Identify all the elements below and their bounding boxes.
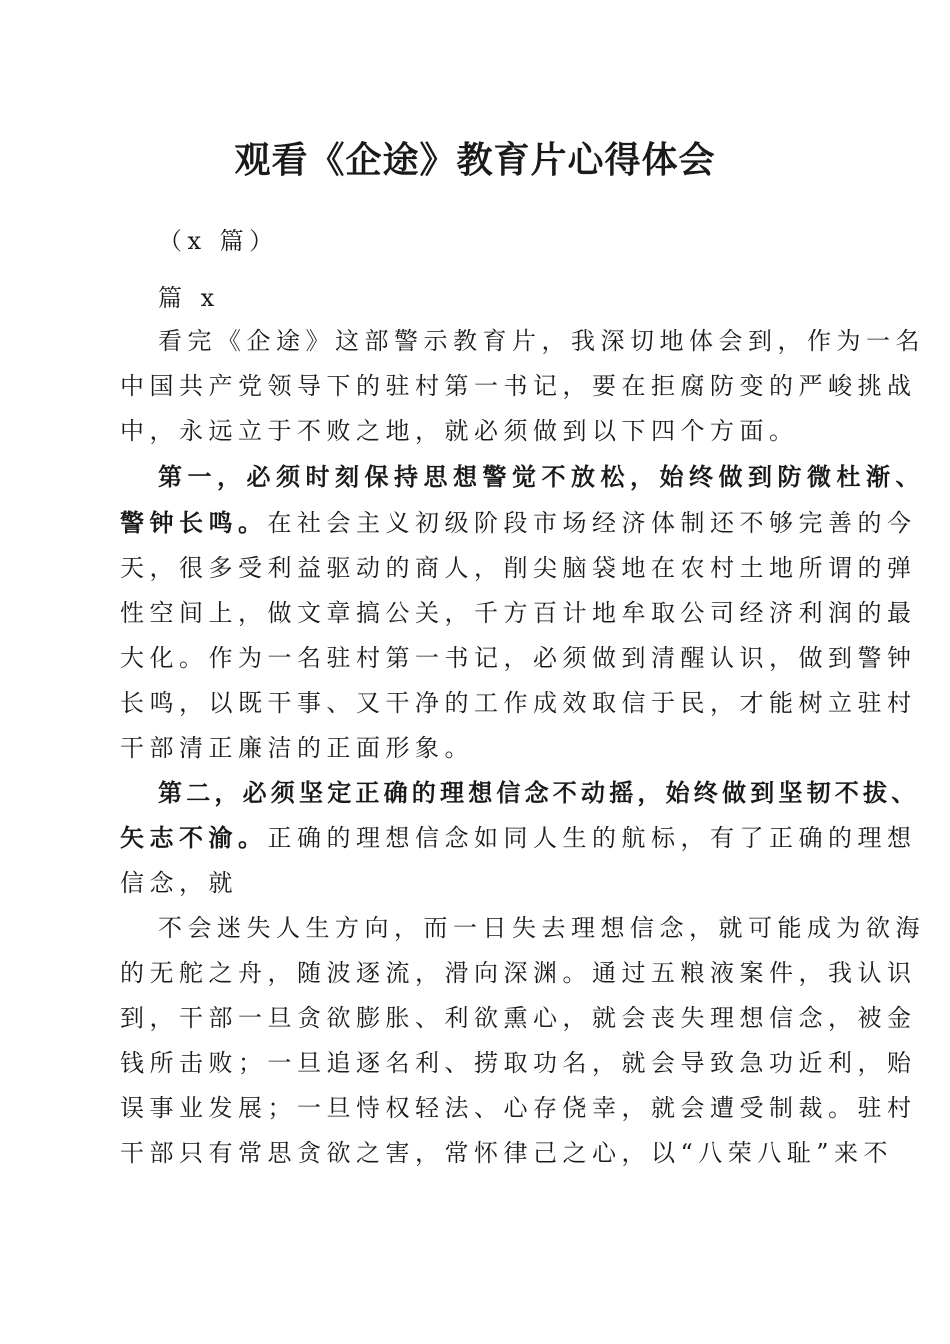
paragraph-4-line-6: 干部只有常思贪欲之害，常怀律己之心，以“八荣八耻”来不 (120, 1139, 894, 1167)
paragraph-2-line-2 (120, 503, 917, 543)
paragraph-2-line-7: 干部清正廉洁的正面形象。 (120, 734, 474, 762)
paragraph-3-heading-end: 矢志不渝。 (120, 823, 268, 852)
paragraph-2-line-6: 长鸣，以既干事、又干净的工作成效取信于民，才能树立驻村 (120, 689, 917, 717)
paragraph-3-line-2-text: 正确的理想信念如同人生的航标，有了正确的理想 (267, 824, 917, 852)
document-title: 观看《企途》教育片心得体会 (234, 139, 716, 181)
paragraph-1-line-2: 中国共产党领导下的驻村第一书记，要在拒腐防变的严峻挑战 (120, 372, 917, 400)
subtitle: （x 篇） (158, 227, 279, 255)
paragraph-4-line-5: 误事业发展；一旦恃权轻法、心存侥幸，就会遭受制裁。驻村 (120, 1094, 917, 1122)
section-label: 篇 x (158, 284, 220, 312)
paragraph-4-line-4: 钱所击败；一旦追逐名利、捞取功名，就会导致急功近利，贻 (120, 1049, 917, 1077)
paragraph-1-line-1: 看完《企途》这部警示教育片，我深切地体会到，作为一名 (158, 327, 925, 355)
paragraph-2-line-2-text: 在社会主义初级阶段市场经济体制还不够完善的今 (267, 509, 917, 537)
paragraph-2-heading-end: 警钟长鸣。 (120, 508, 268, 537)
paragraph-2-line-4: 性空间上，做文章搞公关，千方百计地牟取公司经济利润的最 (120, 599, 917, 627)
paragraph-4-line-2: 的无舵之舟，随波逐流，滑向深渊。通过五粮液案件，我认识 (120, 959, 917, 987)
paragraph-3-line-2 (120, 818, 917, 858)
paragraph-2-line-5: 大化。作为一名驻村第一书记，必须做到清醒认识，做到警钟 (120, 644, 917, 672)
paragraph-4-line-3: 到，干部一旦贪欲膨胀、利欲熏心，就会丧失理想信念，被金 (120, 1004, 917, 1032)
paragraph-4-line-1: 不会迷失人生方向，而一日失去理想信念，就可能成为欲海 (158, 914, 925, 942)
paragraph-3-line-3: 信念，就 (120, 869, 238, 897)
paragraph-1-line-3: 中，永远立于不败之地，就必须做到以下四个方面。 (120, 417, 799, 445)
paragraph-2-line-3: 天，很多受利益驱动的商人，削尖脑袋地在农村土地所谓的弹 (120, 554, 917, 582)
paragraph-2-heading: 第一，必须时刻保持思想警觉不放松，始终做到防微杜渐、 (158, 462, 925, 491)
paragraph-3-heading: 第二，必须坚定正确的理想信念不动摇，始终做到坚韧不拔、 (158, 778, 920, 807)
